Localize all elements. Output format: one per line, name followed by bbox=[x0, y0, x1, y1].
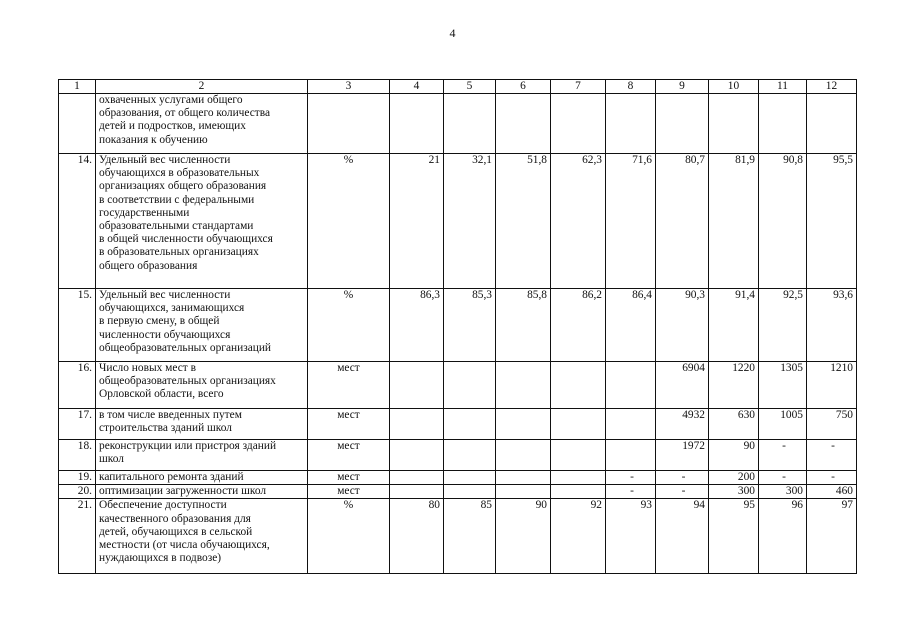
column-number-11: 11 bbox=[759, 80, 807, 94]
indicator-name-line: школ bbox=[99, 453, 124, 466]
indicator-name-line: Удельный вес численности bbox=[99, 289, 231, 301]
row-number: 14. bbox=[59, 154, 96, 289]
value-cell: 92,5 bbox=[759, 289, 807, 362]
page-number: 4 bbox=[449, 26, 456, 40]
table-row bbox=[59, 362, 857, 409]
value-cell: 85 bbox=[444, 499, 496, 574]
value-cell bbox=[551, 409, 606, 440]
value-cell bbox=[551, 362, 606, 409]
unit-cell: % bbox=[308, 289, 390, 362]
value-cell: 300 bbox=[709, 485, 759, 499]
value-cell: 80,7 bbox=[656, 154, 709, 289]
indicator-name-line: обучающихся, занимающихся bbox=[99, 302, 245, 315]
value-cell bbox=[759, 94, 807, 154]
indicator-name bbox=[96, 485, 308, 499]
value-cell bbox=[606, 94, 656, 154]
value-cell bbox=[496, 409, 551, 440]
value-cell bbox=[390, 94, 444, 154]
unit-cell: % bbox=[308, 154, 390, 289]
value-cell bbox=[444, 94, 496, 154]
value-cell bbox=[444, 362, 496, 409]
value-cell: 80 bbox=[390, 499, 444, 574]
indicator-name bbox=[96, 94, 308, 154]
indicator-name-line: организациях общего образования bbox=[99, 180, 267, 193]
column-number-10: 10 bbox=[709, 80, 759, 94]
table-body bbox=[59, 94, 857, 574]
value-cell bbox=[496, 485, 551, 499]
value-cell: 300 bbox=[759, 485, 807, 499]
value-cell bbox=[496, 94, 551, 154]
value-cell: 21 bbox=[390, 154, 444, 289]
value-cell: - bbox=[656, 485, 709, 499]
value-cell bbox=[656, 94, 709, 154]
value-cell: 92 bbox=[551, 499, 606, 574]
value-cell bbox=[551, 440, 606, 471]
value-cell bbox=[390, 440, 444, 471]
value-cell: 93 bbox=[606, 499, 656, 574]
unit-cell: мест bbox=[308, 485, 390, 499]
indicator-name-line: в общей численности обучающихся bbox=[99, 233, 273, 246]
value-cell bbox=[551, 485, 606, 499]
column-number-12: 12 bbox=[807, 80, 857, 94]
unit-cell: мест bbox=[308, 362, 390, 409]
value-cell: 86,4 bbox=[606, 289, 656, 362]
table-row bbox=[59, 289, 857, 362]
indicator-name-line: детей и подростков, имеющих bbox=[99, 120, 246, 133]
table-row bbox=[59, 485, 857, 499]
column-number-1: 1 bbox=[59, 80, 96, 94]
value-cell bbox=[390, 362, 444, 409]
column-number-6: 6 bbox=[496, 80, 551, 94]
value-cell: - bbox=[656, 471, 709, 485]
indicator-name-line: оптимизации загруженности школ bbox=[99, 485, 267, 498]
indicator-name-line: Удельный вес численности bbox=[99, 154, 231, 166]
indicator-name-line: Орловской области, всего bbox=[99, 388, 224, 401]
value-cell bbox=[444, 409, 496, 440]
column-number-4: 4 bbox=[390, 80, 444, 94]
indicator-name-line: в том числе введенных путем bbox=[99, 409, 242, 421]
table-row bbox=[59, 440, 857, 471]
indicator-name bbox=[96, 409, 308, 440]
indicator-name-line: общеобразовательных организациях bbox=[99, 375, 276, 388]
value-cell: 86,2 bbox=[551, 289, 606, 362]
value-cell: 90,8 bbox=[759, 154, 807, 289]
indicator-name-line: охваченных услугами общего bbox=[99, 94, 243, 106]
value-cell bbox=[551, 471, 606, 485]
value-cell: 1005 bbox=[759, 409, 807, 440]
indicator-name bbox=[96, 289, 308, 362]
table-row bbox=[59, 154, 857, 289]
value-cell bbox=[807, 94, 857, 154]
row-number: 18. bbox=[59, 440, 96, 471]
value-cell: - bbox=[606, 485, 656, 499]
indicator-name bbox=[96, 499, 308, 574]
table-row bbox=[59, 409, 857, 440]
value-cell: 51,8 bbox=[496, 154, 551, 289]
value-cell: 62,3 bbox=[551, 154, 606, 289]
value-cell: 96 bbox=[759, 499, 807, 574]
value-cell: 200 bbox=[709, 471, 759, 485]
value-cell bbox=[390, 485, 444, 499]
value-cell: 750 bbox=[807, 409, 857, 440]
table-row bbox=[59, 94, 857, 154]
table-row bbox=[59, 471, 857, 485]
value-cell: 86,3 bbox=[390, 289, 444, 362]
value-cell: 630 bbox=[709, 409, 759, 440]
value-cell: 85,8 bbox=[496, 289, 551, 362]
indicator-name-line: в первую смену, в общей bbox=[99, 315, 220, 328]
indicator-name-line: государственными bbox=[99, 206, 190, 219]
value-cell: 71,6 bbox=[606, 154, 656, 289]
value-cell bbox=[551, 94, 606, 154]
value-cell bbox=[390, 409, 444, 440]
value-cell bbox=[606, 409, 656, 440]
indicator-name bbox=[96, 154, 308, 289]
value-cell: - bbox=[759, 471, 807, 485]
indicator-name-line: детей, обучающихся в сельской bbox=[99, 525, 253, 538]
table-row bbox=[59, 499, 857, 574]
row-number: 19. bbox=[59, 471, 96, 485]
row-number: 21. bbox=[59, 499, 96, 574]
unit-cell: мест bbox=[308, 409, 390, 440]
value-cell: 32,1 bbox=[444, 154, 496, 289]
row-number: 15. bbox=[59, 289, 96, 362]
value-cell bbox=[496, 440, 551, 471]
unit-cell bbox=[308, 94, 390, 154]
column-number-2: 2 bbox=[96, 80, 308, 94]
indicator-name-line: местности (от числа обучающихся, bbox=[99, 539, 270, 552]
column-number-9: 9 bbox=[656, 80, 709, 94]
value-cell: 85,3 bbox=[444, 289, 496, 362]
value-cell: 95 bbox=[709, 499, 759, 574]
value-cell: 90,3 bbox=[656, 289, 709, 362]
indicator-name-line: показания к обучению bbox=[99, 133, 208, 146]
value-cell bbox=[606, 362, 656, 409]
indicator-name-line: в соответствии с федеральными bbox=[99, 193, 255, 206]
value-cell bbox=[444, 440, 496, 471]
indicator-name-line: образования, от общего количества bbox=[99, 107, 271, 120]
column-number-3: 3 bbox=[308, 80, 390, 94]
value-cell: 81,9 bbox=[709, 154, 759, 289]
value-cell: 1972 bbox=[656, 440, 709, 471]
unit-cell: мест bbox=[308, 440, 390, 471]
indicator-name bbox=[96, 440, 308, 471]
column-number-7: 7 bbox=[551, 80, 606, 94]
value-cell: 90 bbox=[709, 440, 759, 471]
row-number bbox=[59, 94, 96, 154]
indicators-table bbox=[58, 79, 857, 574]
value-cell bbox=[606, 440, 656, 471]
indicator-name-line: в образовательных организациях bbox=[99, 246, 259, 259]
value-cell: 1210 bbox=[807, 362, 857, 409]
column-number-5: 5 bbox=[444, 80, 496, 94]
indicator-name-line: качественного образования для bbox=[99, 512, 251, 525]
indicator-name-line: общего образования bbox=[99, 259, 198, 272]
indicator-name bbox=[96, 362, 308, 409]
indicator-name-line: общеобразовательных организаций bbox=[99, 341, 272, 354]
indicator-name-line: капитального ремонта зданий bbox=[99, 471, 244, 483]
value-cell: 6904 bbox=[656, 362, 709, 409]
indicator-name-line: образовательными стандартами bbox=[99, 220, 254, 233]
value-cell bbox=[444, 485, 496, 499]
value-cell: - bbox=[606, 471, 656, 485]
value-cell: 4932 bbox=[656, 409, 709, 440]
indicator-name-line: нуждающихся в подвозе) bbox=[99, 552, 222, 565]
value-cell: 97 bbox=[807, 499, 857, 574]
indicator-name-line: обучающихся в образовательных bbox=[99, 167, 260, 180]
value-cell: - bbox=[807, 471, 857, 485]
value-cell: 90 bbox=[496, 499, 551, 574]
value-cell bbox=[496, 471, 551, 485]
indicator-name-line: Число новых мест в bbox=[99, 362, 196, 374]
unit-cell: % bbox=[308, 499, 390, 574]
value-cell bbox=[709, 94, 759, 154]
value-cell: 91,4 bbox=[709, 289, 759, 362]
value-cell bbox=[444, 471, 496, 485]
value-cell: 460 bbox=[807, 485, 857, 499]
row-number: 16. bbox=[59, 362, 96, 409]
value-cell: 94 bbox=[656, 499, 709, 574]
value-cell: 93,6 bbox=[807, 289, 857, 362]
value-cell: - bbox=[807, 440, 857, 471]
value-cell: 1305 bbox=[759, 362, 807, 409]
value-cell: - bbox=[759, 440, 807, 471]
indicator-name bbox=[96, 471, 308, 485]
column-number-row bbox=[59, 80, 857, 94]
indicator-name-line: реконструкции или пристроя зданий bbox=[99, 440, 277, 452]
indicator-name-line: строительства зданий школ bbox=[99, 422, 232, 435]
value-cell: 1220 bbox=[709, 362, 759, 409]
row-number: 17. bbox=[59, 409, 96, 440]
value-cell bbox=[390, 471, 444, 485]
indicator-name-line: численности обучающихся bbox=[99, 328, 231, 341]
value-cell bbox=[496, 362, 551, 409]
indicator-name-line: Обеспечение доступности bbox=[99, 499, 227, 512]
column-number-8: 8 bbox=[606, 80, 656, 94]
value-cell: 95,5 bbox=[807, 154, 857, 289]
unit-cell: мест bbox=[308, 471, 390, 485]
row-number: 20. bbox=[59, 485, 96, 499]
